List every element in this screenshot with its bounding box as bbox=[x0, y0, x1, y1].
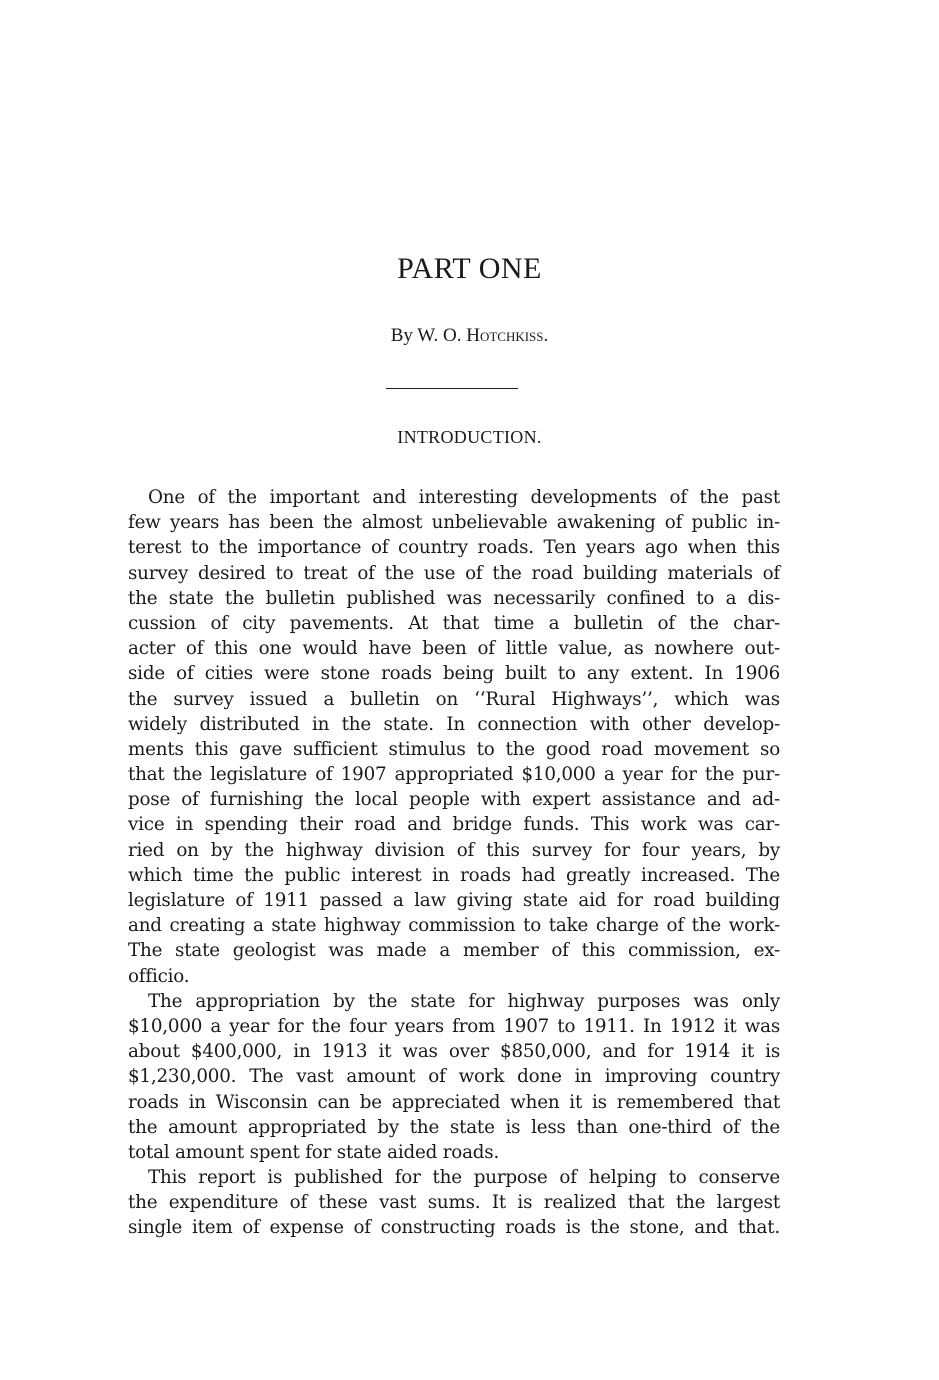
section-heading: INTRODUCTION. bbox=[397, 427, 542, 447]
horizontal-rule bbox=[386, 388, 518, 389]
text-line: total amount spent for state aided roads. bbox=[128, 1141, 500, 1163]
text-line: ments this gave sufficient stimulus to the good road movement so bbox=[128, 738, 780, 760]
text-line: the state the bulletin published was necessarily confined to a dis- bbox=[128, 587, 780, 609]
text-line: acter of this one would have been of little value, as nowhere out- bbox=[128, 638, 780, 660]
author-name: Hotchkiss. bbox=[466, 325, 549, 346]
text-line: which time the public interest in roads had greatly increased. The bbox=[128, 864, 780, 886]
text-line: The state geologist was made a member of this commission, ex- bbox=[128, 940, 780, 962]
part-title: PART ONE bbox=[397, 252, 542, 285]
text-line: The appropriation by the state for highway purposes was only bbox=[148, 990, 780, 1012]
text-line: survey desired to treat of the use of the road building materials of bbox=[128, 562, 780, 584]
text-line: and creating a state highway commission to take charge of the work- bbox=[128, 915, 780, 937]
text-line: the amount appropriated by the state is less than one-third of the bbox=[128, 1116, 780, 1138]
text-line: that the legislature of 1907 appropriated $10,000 a year for the pur- bbox=[128, 764, 780, 786]
text-line: single item of expense of constructing roads is the stone, and that. bbox=[128, 1217, 780, 1239]
text-line: cussion of city pavements. At that time a bulletin of the char- bbox=[128, 612, 780, 634]
text-line: One of the important and interesting developments of the past bbox=[148, 487, 780, 508]
text-line: terest to the importance of country roads. Ten years ago when this bbox=[128, 537, 780, 559]
byline-prefix: By W. O. bbox=[390, 325, 462, 346]
text-line: $1,230,000. The vast amount of work done in improving country bbox=[128, 1066, 780, 1088]
text-line: officio. bbox=[128, 965, 190, 987]
text-line: legislature of 1911 passed a law giving state aid for road building bbox=[128, 890, 780, 911]
text-line: the expenditure of these vast sums. It is realized that the largest bbox=[128, 1192, 780, 1214]
text-line: This report is published for the purpose of helping to conserve bbox=[148, 1167, 780, 1189]
text-line: ried on by the highway division of this survey for four years, by bbox=[128, 839, 780, 861]
text-line: roads in Wisconsin can be appreciated when it is remembered that bbox=[128, 1091, 780, 1113]
byline bbox=[0, 325, 939, 347]
text-line: widely distributed in the state. In connection with other develop- bbox=[128, 713, 780, 735]
body-text bbox=[128, 485, 780, 1241]
text-line: the survey issued a bulletin on ‘‘Rural Highways’’, which was bbox=[128, 688, 780, 710]
text-line: few years has been the almost unbelievable awakening of public in- bbox=[128, 512, 780, 534]
text-line: about $400,000, in 1913 it was over $850,000, and for 1914 it is bbox=[128, 1041, 780, 1063]
text-line: side of cities were stone roads being built to any extent. In 1906 bbox=[128, 663, 780, 685]
text-line: $10,000 a year for the four years from 1907 to 1911. In 1912 it was bbox=[128, 1015, 780, 1037]
text-line: vice in spending their road and bridge funds. This work was car- bbox=[128, 814, 780, 836]
text-line: pose of furnishing the local people with expert assistance and ad- bbox=[128, 789, 780, 811]
